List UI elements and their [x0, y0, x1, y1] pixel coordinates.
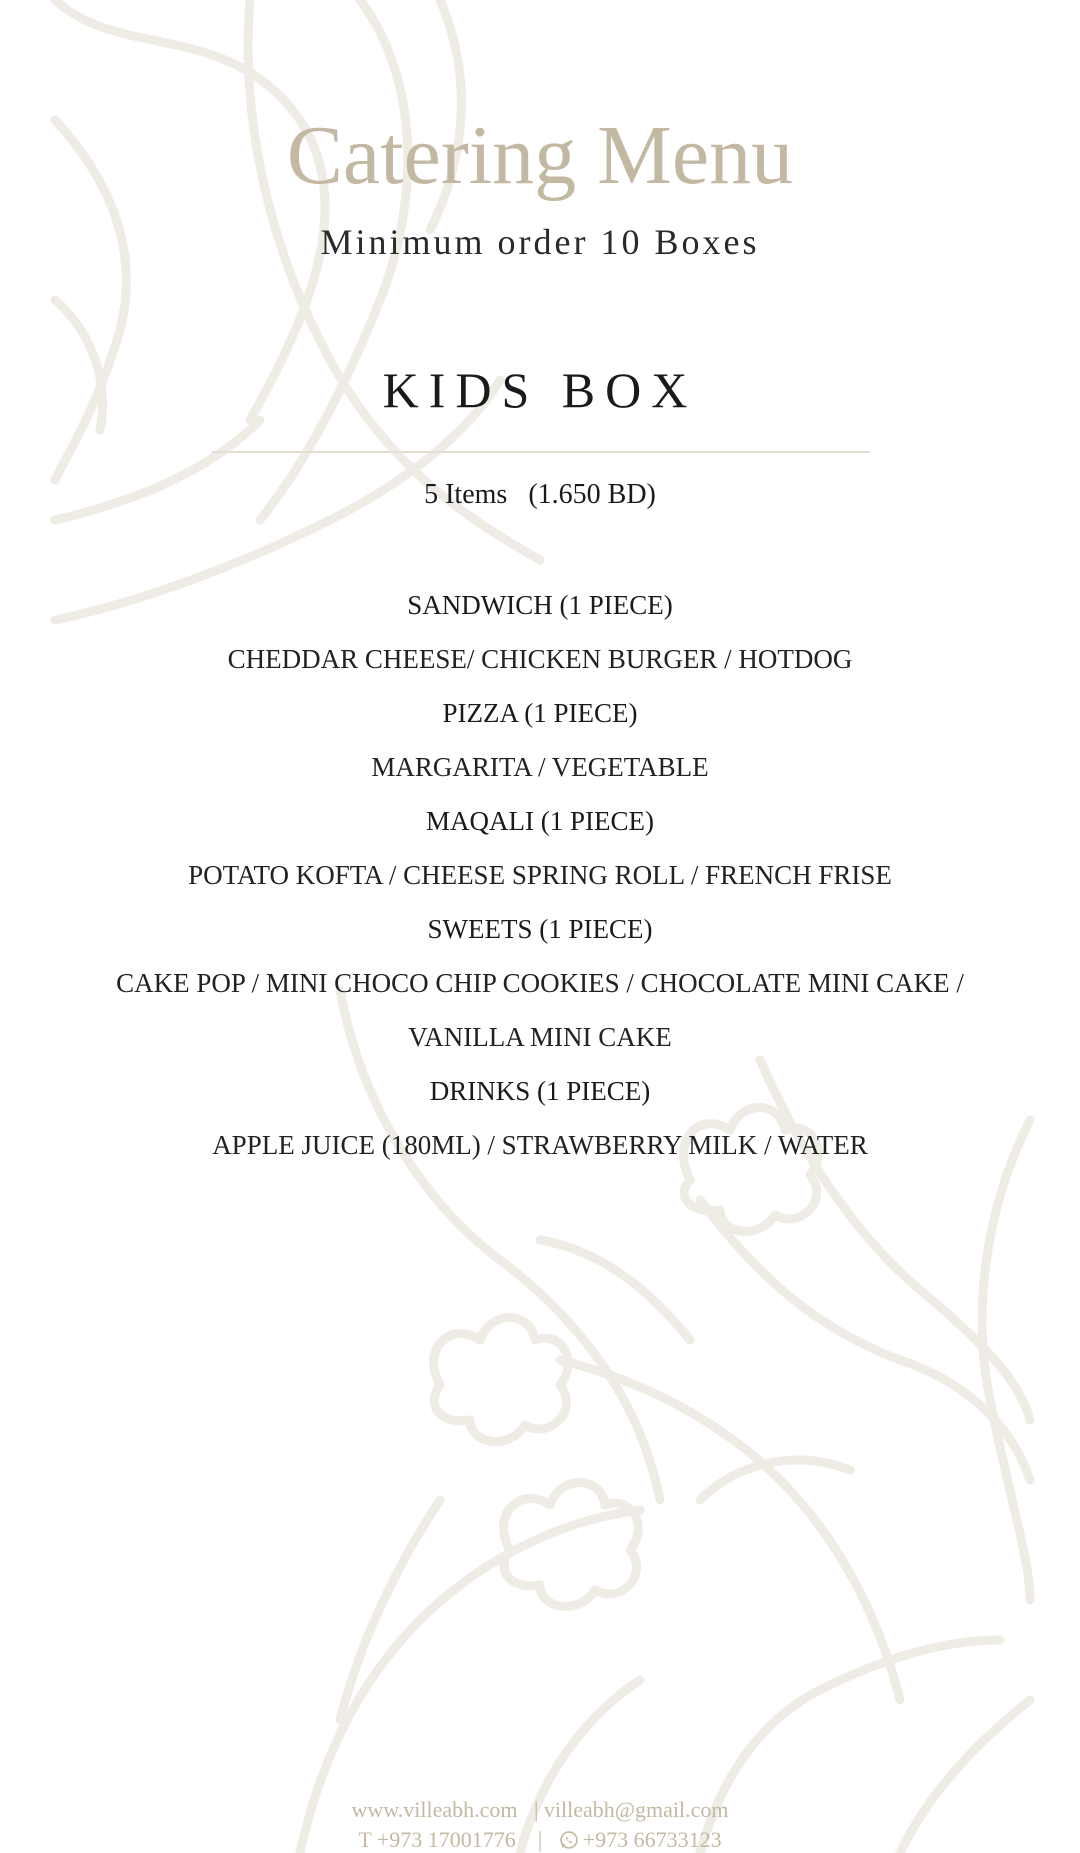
- footer-separator: |: [533, 1797, 539, 1822]
- box-summary: 5 Items (1.650 BD): [424, 479, 656, 510]
- footer-website[interactable]: www.villeabh.com: [351, 1797, 518, 1822]
- footer-separator: |: [537, 1827, 543, 1852]
- page-title: Catering Menu: [286, 109, 794, 202]
- footer-contact-line2: [0, 1826, 1080, 1853]
- minimum-order-note: Minimum order 10 Boxes: [320, 222, 760, 262]
- divider: [212, 451, 870, 453]
- menu-category-pizza: PIZZA (1 PIECE): [442, 698, 638, 728]
- menu-category-sweets: SWEETS (1 PIECE): [427, 914, 653, 944]
- menu-options-drinks: APPLE JUICE (180ML) / STRAWBERRY MILK / WATER: [212, 1130, 868, 1160]
- menu-options-sweets-line2: VANILLA MINI CAKE: [408, 1022, 672, 1052]
- box-title: KIDS BOX: [382, 362, 698, 418]
- footer-contact-line1: [0, 1796, 1080, 1824]
- menu-options-sweets-line1: CAKE POP / MINI CHOCO CHIP COOKIES / CHOCOLATE MINI CAKE /: [116, 968, 964, 998]
- menu-category-maqali: MAQALI (1 PIECE): [426, 806, 654, 836]
- menu-options-sandwich: CHEDDAR CHEESE/ CHICKEN BURGER / HOTDOG: [227, 644, 853, 674]
- menu-options-maqali: POTATO KOFTA / CHEESE SPRING ROLL / FRENCH FRISE: [188, 860, 892, 890]
- menu-category-drinks: DRINKS (1 PIECE): [429, 1076, 651, 1106]
- menu-category-sandwich: SANDWICH (1 PIECE): [407, 590, 673, 620]
- footer-whatsapp: +973 66733123: [582, 1827, 722, 1852]
- footer-phone: T +973 17001776: [358, 1827, 516, 1852]
- footer-email[interactable]: villeabh@gmail.com: [543, 1797, 729, 1822]
- whatsapp-icon: [559, 1830, 579, 1850]
- menu-options-pizza: MARGARITA / VEGETABLE: [371, 752, 709, 782]
